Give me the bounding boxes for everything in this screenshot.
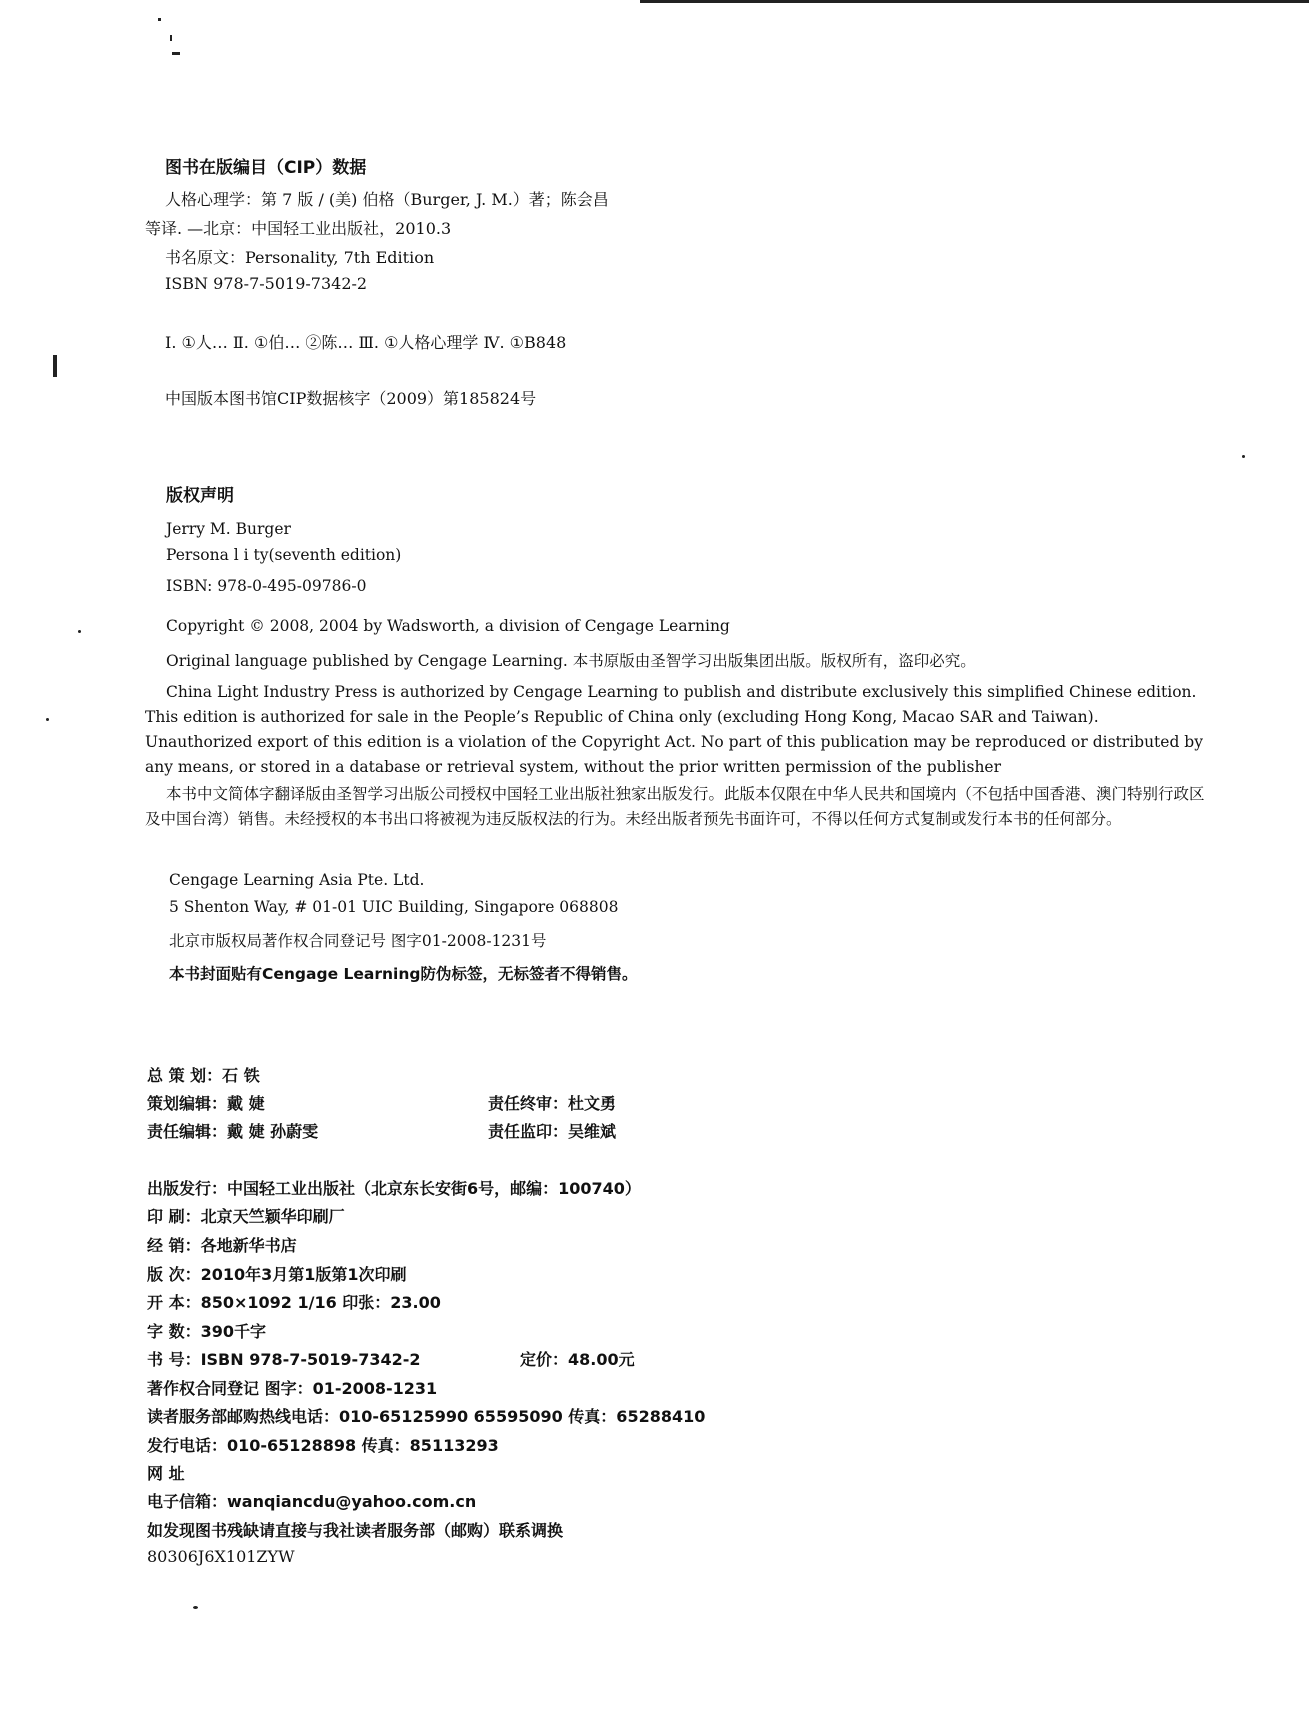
print-supervisor: 责任监印：吴维斌 <box>488 1122 617 1141</box>
scan-speck <box>170 35 172 41</box>
scan-speck <box>172 52 180 55</box>
anti-counterfeit-notice: 本书封面贴有Cengage Learning防伪标签，无标签者不得销售。 <box>169 965 638 983</box>
book-number-line: 书 号：ISBN 978-7-5019-7342-2 <box>147 1350 421 1369</box>
scan-border-line <box>640 0 1309 3</box>
cip-line: 书名原文：Personality, 7th Edition <box>165 248 435 267</box>
product-code: 80306J6X101ZYW <box>147 1547 295 1566</box>
copyright-registration: 北京市版权局著作权合同登记号 图字01-2008-1231号 <box>169 932 547 950</box>
original-title: Persona l i ty(seventh edition) <box>166 546 402 564</box>
original-isbn: ISBN: 978-0-495-09786-0 <box>166 577 367 595</box>
sales-phone-line: 发行电话：010-65128898 传真：85113293 <box>147 1436 499 1455</box>
authorization-english: China Light Industry Press is authorized by Cengage Learning to publish and distribute exclusively this simplified Chinese edition. This edition is authorized for sale in the People’s Republic of China only (excluding Hong Kong, Macao SAR and Taiwan). Unauthorized export of this edition is a violation of the Copyright Act. No part of this publication may be reproduced or distributed by any means, or stored in a database or retrieval system, without the prior written permission of the publisher <box>145 683 1203 776</box>
publisher-line: 出版发行：中国轻工业出版社（北京东长安街6号，邮编：100740） <box>147 1179 641 1198</box>
cip-isbn: ISBN 978-7-5019-7342-2 <box>165 274 368 293</box>
scan-speck <box>53 355 57 377</box>
edition-line: 版 次：2010年3月第1版第1次印刷 <box>147 1265 407 1284</box>
copyright-line: Copyright © 2008, 2004 by Wadsworth, a division of Cengage Learning <box>166 617 730 635</box>
scan-speck <box>78 630 81 633</box>
final-reviewer: 责任终审：杜文勇 <box>488 1094 617 1113</box>
word-count-line: 字 数：390千字 <box>147 1322 266 1341</box>
email-line: 电子信箱：wanqiancdu@yahoo.com.cn <box>147 1492 477 1511</box>
scan-speck <box>193 1606 198 1609</box>
price: 定价：48.00元 <box>520 1350 635 1369</box>
scan-speck <box>46 718 49 721</box>
contract-registration-line: 著作权合同登记 图字：01-2008-1231 <box>147 1379 438 1398</box>
cip-classification: Ⅰ. ①人… Ⅱ. ①伯… ②陈… Ⅲ. ①人格心理学 Ⅳ. ①B848 <box>165 333 567 352</box>
cip-heading: 图书在版编目（CIP）数据 <box>165 158 367 178</box>
cip-line: 人格心理学：第 7 版 / (美) 伯格（Burger, J. M.）著；陈会昌 <box>165 190 609 209</box>
planning-editor: 策划编辑：戴 婕 <box>147 1094 265 1113</box>
original-author: Jerry M. Burger <box>166 520 291 538</box>
publisher-address: 5 Shenton Way, # 01-01 UIC Building, Singapore 068808 <box>169 898 619 916</box>
original-language-line: Original language published by Cengage Learning. 本书原版由圣智学习出版集团出版。版权所有，盗印必究。 <box>166 652 976 670</box>
format-line: 开 本：850×1092 1/16 印张：23.00 <box>147 1293 441 1312</box>
website-line: 网 址 <box>147 1464 185 1483</box>
copyright-heading: 版权声明 <box>166 486 234 506</box>
distributor-line: 经 销：各地新华书店 <box>147 1236 297 1255</box>
publisher-company: Cengage Learning Asia Pte. Ltd. <box>169 871 425 889</box>
chief-planner: 总 策 划：石 铁 <box>147 1066 260 1085</box>
cip-line: 等译. —北京：中国轻工业出版社，2010.3 <box>145 219 452 238</box>
authorization-chinese: 本书中文简体字翻译版由圣智学习出版公司授权中国轻工业出版社独家出版发行。此版本仅限在中华人民共和国境内（不包括中国香港、澳门特别行政区及中国台湾）销售。未经授权的本书出口将被视为违反版权法的行为。未经出版者预先书面许可，不得以任何方式复制或发行本书的任何部分。 <box>145 785 1205 828</box>
defect-notice-line: 如发现图书残缺请直接与我社读者服务部（邮购）联系调换 <box>147 1521 564 1540</box>
reader-service-line: 读者服务部邮购热线电话：010-65125990 65595090 传真：65288410 <box>147 1407 706 1426</box>
printer-line: 印 刷：北京天竺颖华印刷厂 <box>147 1207 345 1226</box>
responsible-editor: 责任编辑：戴 婕 孙蔚雯 <box>147 1122 319 1141</box>
cip-number: 中国版本图书馆CIP数据核字（2009）第185824号 <box>165 389 537 408</box>
scan-speck <box>158 18 161 21</box>
scan-speck <box>1242 455 1245 458</box>
